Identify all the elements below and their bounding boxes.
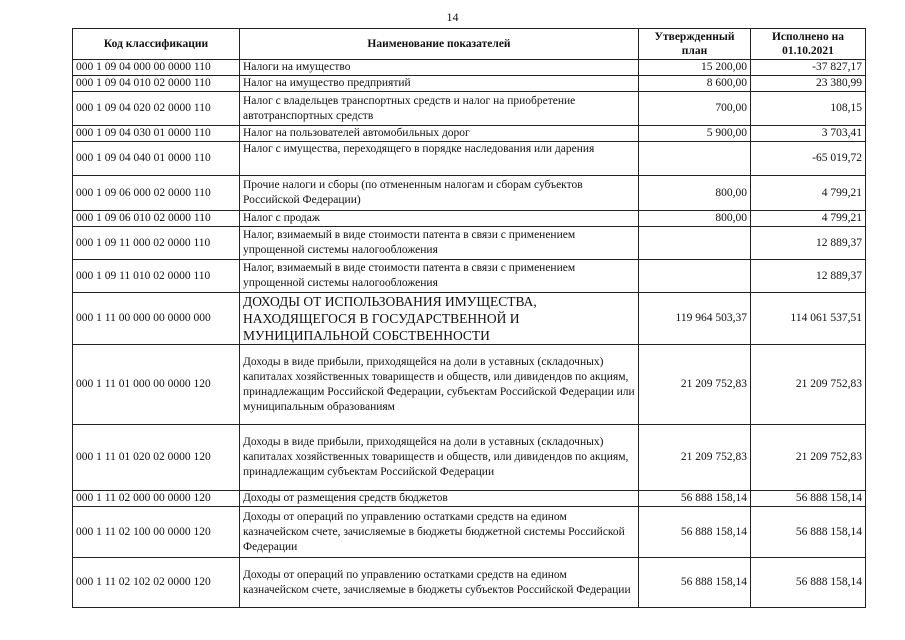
plan-value: 119 964 503,37	[639, 293, 751, 345]
indicator-name: Налог, взимаемый в виде стоимости патента в связи с применением упрощенной системы налогообложения	[240, 227, 639, 260]
plan-value: 15 200,00	[639, 60, 751, 76]
plan-value: 21 209 752,83	[639, 345, 751, 425]
classification-code: 000 1 09 06 010 02 0000 110	[73, 211, 240, 227]
classification-code: 000 1 11 02 100 00 0000 120	[73, 507, 240, 558]
table-row	[73, 92, 866, 126]
plan-value: 8 600,00	[639, 76, 751, 92]
indicator-name: Доходы от размещения средств бюджетов	[240, 491, 639, 507]
classification-code: 000 1 09 04 020 02 0000 110	[73, 92, 240, 126]
table-row	[73, 293, 866, 345]
done-value: 4 799,21	[751, 211, 866, 227]
done-value: 21 209 752,83	[751, 345, 866, 425]
classification-code: 000 1 09 04 040 01 0000 110	[73, 142, 240, 176]
classification-code: 000 1 11 01 020 02 0000 120	[73, 425, 240, 491]
plan-value: 800,00	[639, 211, 751, 227]
plan-value	[639, 142, 751, 176]
done-value: 56 888 158,14	[751, 507, 866, 558]
table-row	[73, 126, 866, 142]
page-number: 14	[446, 10, 459, 24]
done-value: 3 703,41	[751, 126, 866, 142]
plan-value	[639, 260, 751, 293]
done-value: 108,15	[751, 92, 866, 126]
table-row	[73, 211, 866, 227]
indicator-name: Прочие налоги и сборы (по отмененным налогам и сборам субъектов Российской Федерации)	[240, 176, 639, 211]
plan-value: 56 888 158,14	[639, 507, 751, 558]
indicator-name: Доходы в виде прибыли, приходящейся на доли в уставных (складочных) капиталах хозяйственных товариществ и обществ, или дивидендов по акциям, принадлежащим Российской Федерации, субъектам Российской Федерации или муниципальным образованиям	[240, 345, 639, 425]
plan-value: 700,00	[639, 92, 751, 126]
done-value: -37 827,17	[751, 60, 866, 76]
classification-code: 000 1 09 04 000 00 0000 110	[73, 60, 240, 76]
classification-code: 000 1 09 06 000 02 0000 110	[73, 176, 240, 211]
indicator-name: Налог, взимаемый в виде стоимости патента в связи с применением упрощенной системы налогообложения	[240, 260, 639, 293]
classification-code: 000 1 09 11 010 02 0000 110	[73, 260, 240, 293]
classification-code: 000 1 11 00 000 00 0000 000	[73, 293, 240, 345]
classification-code: 000 1 09 11 000 02 0000 110	[73, 227, 240, 260]
budget-table	[72, 28, 866, 608]
done-value: 12 889,37	[751, 227, 866, 260]
plan-value: 800,00	[639, 176, 751, 211]
done-value: 56 888 158,14	[751, 558, 866, 608]
header-name: Наименование показателей	[240, 29, 639, 60]
table-row	[73, 507, 866, 558]
indicator-name: Доходы от операций по управлению остатками средств на едином казначейском счете, зачисляемые в бюджеты бюджетной системы Российской Федерации	[240, 507, 639, 558]
classification-code: 000 1 11 02 102 02 0000 120	[73, 558, 240, 608]
classification-code: 000 1 09 04 010 02 0000 110	[73, 76, 240, 92]
header-done: Исполнено на 01.10.2021	[751, 29, 866, 60]
done-value: 23 380,99	[751, 76, 866, 92]
table-row	[73, 260, 866, 293]
indicator-name: Доходы в виде прибыли, приходящейся на доли в уставных (складочных) капиталах хозяйственных товариществ и обществ, или дивидендов по акциям, принадлежащим субъектам Российской Федерации	[240, 425, 639, 491]
table-row	[73, 76, 866, 92]
table-row	[73, 425, 866, 491]
classification-code: 000 1 11 02 000 00 0000 120	[73, 491, 240, 507]
plan-value	[639, 227, 751, 260]
indicator-name: Налог с продаж	[240, 211, 639, 227]
table-row	[73, 227, 866, 260]
plan-value: 21 209 752,83	[639, 425, 751, 491]
plan-value: 5 900,00	[639, 126, 751, 142]
table-row	[73, 176, 866, 211]
table-row	[73, 142, 866, 176]
indicator-name: Налог на пользователей автомобильных дорог	[240, 126, 639, 142]
header-code: Код классификации	[73, 29, 240, 60]
indicator-name: ДОХОДЫ ОТ ИСПОЛЬЗОВАНИЯ ИМУЩЕСТВА, НАХОДЯЩЕГОСЯ В ГОСУДАРСТВЕННОЙ И МУНИЦИПАЛЬНОЙ СОБСТВЕННОСТИ	[240, 293, 639, 345]
classification-code: 000 1 11 01 000 00 0000 120	[73, 345, 240, 425]
table-row	[73, 60, 866, 76]
classification-code: 000 1 09 04 030 01 0000 110	[73, 126, 240, 142]
done-value: 12 889,37	[751, 260, 866, 293]
indicator-name: Налог с имущества, переходящего в порядке наследования или дарения	[240, 142, 639, 176]
table-row	[73, 345, 866, 425]
plan-value: 56 888 158,14	[639, 491, 751, 507]
done-value: 114 061 537,51	[751, 293, 866, 345]
done-value: 21 209 752,83	[751, 425, 866, 491]
table-row	[73, 491, 866, 507]
table-row	[73, 558, 866, 608]
indicator-name: Налог на имущество предприятий	[240, 76, 639, 92]
indicator-name: Налоги на имущество	[240, 60, 639, 76]
indicator-name: Налог с владельцев транспортных средств и налог на приобретение автотранспортных средств	[240, 92, 639, 126]
done-value: 56 888 158,14	[751, 491, 866, 507]
done-value: -65 019,72	[751, 142, 866, 176]
plan-value: 56 888 158,14	[639, 558, 751, 608]
done-value: 4 799,21	[751, 176, 866, 211]
header-plan: Утвержденный план	[639, 29, 751, 60]
indicator-name: Доходы от операций по управлению остатками средств на едином казначейском счете, зачисляемые в бюджеты субъектов Российской Федерации	[240, 558, 639, 608]
